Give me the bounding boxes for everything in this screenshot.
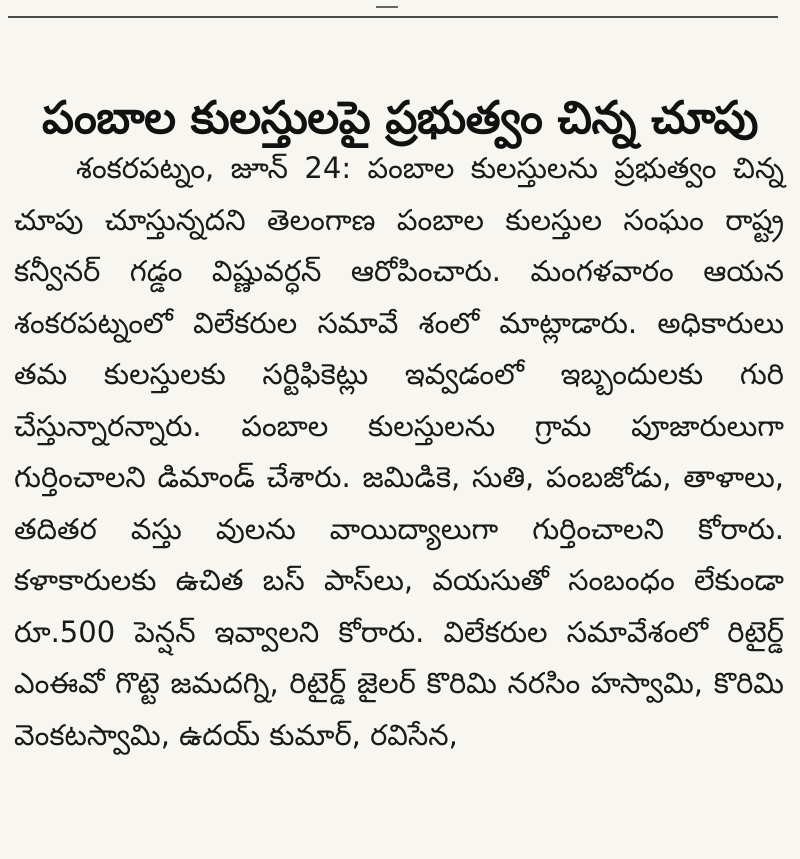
column-divider-rule (8, 16, 778, 18)
article-body: శంకరపట్నం, జూన్ 24: పంబాల కులస్తులను ప్రభుత్వం చిన్న చూపు చూస్తున్నదని తెలంగాణ పంబాల కులస్తుల సంఘం రాష్ట్ర కన్వీనర్ గడ్డం విష్ణువర్ధన్ ఆరోపించారు. మంగళవారం ఆయన శంకరపట్నంలో విలేకరుల సమావే శంలో మాట్లాడారు. అధికారులు తమ కులస్తులకు సర్టిఫికెట్లు ఇవ్వడంలో ఇబ్బందులకు గురి చేస్తున్నారన్నారు. పంబాల కులస్తులను గ్రామ పూజారులుగా గుర్తించాలని డిమాండ్ చేశారు. జమిడికె, సుతి, పంబజోడు, తాళాలు, తదితర వస్తు వులను వాయిద్యాలుగా గుర్తించాలని కోరారు. కళాకారులకు ఉచిత బస్ పాస్‌లు, వయసుతో సంబంధం లేకుండా రూ.500 పెన్షన్ ఇవ్వాలని కోరారు. విలేకరుల సమావేశంలో రిటైర్డ్ ఎంఈవో గొట్టె జమదగ్ని, రిటైర్డ్ జైలర్ కొరిమి నరసిం హస్వామి, కొరిమి వెంకటస్వామి, ఉదయ్ కుమార్, రవిసేన, (14, 151, 784, 752)
article-headline: పంబాల కులస్తులపై ప్రభుత్వం చిన్న చూపు (42, 91, 758, 145)
page-top-marker (376, 0, 398, 8)
